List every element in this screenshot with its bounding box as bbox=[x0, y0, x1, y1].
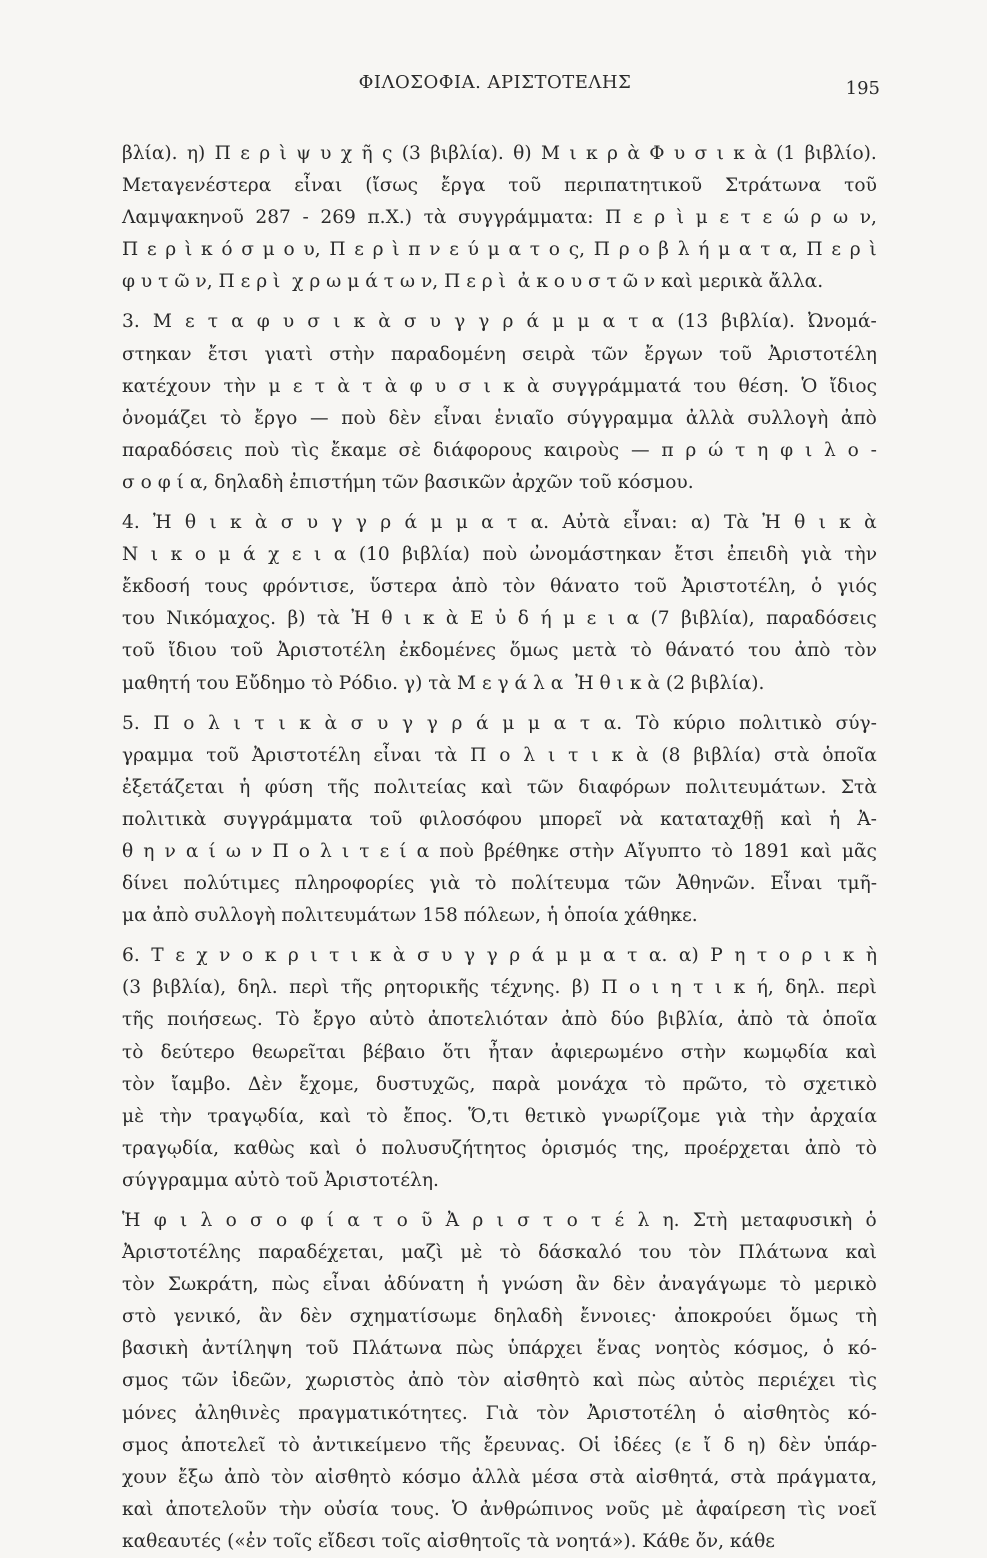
text-line: πολιτικὰ συγγράμματα τοῦ φιλοσόφου μπορεῖ νὰ καταταχθῇ καὶ ἡ Ἀ- bbox=[122, 808, 877, 830]
text-line: παραδόσεις ποὺ τὶς ἔκαμε σὲ διάφορους καιροὺς — π ρ ώ τ η φ ι λ ο - bbox=[122, 439, 877, 461]
text-line: καὶ ἀποτελοῦν τὴν οὐσία τους. Ὁ ἀνθρώπινος νοῦς μὲ ἀφαίρεση τὶς νοεῖ bbox=[122, 1498, 877, 1520]
text-line: τραγῳδία, καθὼς καὶ ὁ πολυσυζήτητος ὁρισμός της, προέρχεται ἀπὸ τὸ bbox=[122, 1137, 877, 1159]
paragraph bbox=[122, 1205, 877, 1558]
text-line: θ η ν α ί ω ν Π ο λ ι τ ε ί α ποὺ βρέθηκε στὴν Αἴγυπτο τὸ 1891 καὶ μᾶς bbox=[122, 840, 877, 862]
text-line: ὀνομάζει τὸ ἔργο — ποὺ δὲν εἶναι ἑνιαῖο σύγγραμμα ἀλλὰ συλλογὴ ἀπὸ bbox=[122, 407, 877, 429]
text-line: ἔκδοσή τους φρόντισε, ὕστερα ἀπὸ τὸν θάνατο τοῦ Ἀριστοτέλη, ὁ γιός bbox=[122, 576, 877, 598]
paragraph bbox=[122, 138, 877, 298]
paragraph-gap bbox=[122, 298, 877, 306]
text-line: στὸ γενικό, ἂν δὲν σχηματίσωμε δηλαδὴ ἔννοιες· ἀποκρούει ὅμως τὴ bbox=[122, 1306, 877, 1328]
text-line: μα ἀπὸ συλλογὴ πολιτευμάτων 158 πόλεων, ἡ ὁποία χάθηκε. bbox=[122, 905, 698, 927]
text-line: Ἀριστοτέλης παραδέχεται, μαζὶ μὲ τὸ δάσκαλό του τὸν Πλάτωνα καὶ bbox=[122, 1242, 877, 1264]
text-line: σμος τῶν ἰδεῶν, χωριστὸς ἀπὸ τὸν αἰσθητὸ καὶ πὼς αὐτὸς περιέχει τὶς bbox=[122, 1370, 877, 1392]
text-line: τὸν ἴαμβο. Δὲν ἔχομε, δυστυχῶς, παρὰ μονάχα τὸ πρῶτο, τὸ σχετικὸ bbox=[122, 1073, 877, 1095]
page-number: 195 bbox=[845, 78, 880, 99]
text-line: μόνες ἀληθινὲς πραγματικότητες. Γιὰ τὸν Ἀριστοτέλη ὁ αἰσθητὸς κό- bbox=[122, 1402, 877, 1424]
text-line: Π ε ρ ὶ κ ό σ μ ο υ, Π ε ρ ὶ π ν ε ύ μ α τ ο ς, Π ρ ο β λ ή μ α τ α, Π ε ρ ὶ bbox=[122, 239, 877, 261]
text-line: βλία). η) Π ε ρ ὶ ψ υ χ ῆ ς (3 βιβλία). θ) Μ ι κ ρ ὰ Φ υ σ ι κ ὰ (1 βιβλίο). bbox=[122, 143, 877, 164]
page-header bbox=[110, 72, 880, 102]
text-line: 4. Ἠ θ ι κ ὰ σ υ γ γ ρ ά μ μ α τ α. Αὐτὰ εἶναι: α) Τὰ Ἠ θ ι κ ὰ bbox=[122, 512, 877, 534]
text-line: σύγγραμμα αὐτὸ τοῦ Ἀριστοτέλη. bbox=[122, 1169, 439, 1191]
running-title: ΦΙΛΟΣΟΦΙΑ. ΑΡΙΣΤΟΤΕΛΗΣ bbox=[358, 72, 632, 93]
text-line: τὸ δεύτερο θεωρεῖται βέβαιο ὅτι ἦταν ἀφιερωμένο στὴν κωμῳδία καὶ bbox=[122, 1041, 877, 1063]
text-line: Λαμψακηνοῦ 287 - 269 π.Χ.) τὰ συγγράμματα: Π ε ρ ὶ μ ε τ ε ώ ρ ω ν, bbox=[122, 207, 877, 229]
paragraph bbox=[122, 306, 877, 499]
text-line: σμος ἀποτελεῖ τὸ ἀντικείμενο τῆς ἔρευνας. Οἱ ἰδέες (ε ἴ δ η) δὲν ὑπάρ- bbox=[122, 1434, 877, 1456]
paragraph-gap bbox=[122, 1197, 877, 1205]
text-line: ἐξετάζεται ἡ φύση τῆς πολιτείας καὶ τῶν διαφόρων πολιτευμάτων. Στὰ bbox=[122, 776, 877, 798]
text-line: κατέχουν τὴν μ ε τ ὰ τ ὰ φ υ σ ι κ ὰ συγγράμματά του θέση. Ὁ ἴδιος bbox=[122, 375, 877, 397]
text-line: Ν ι κ ο μ ά χ ε ι α (10 βιβλία) ποὺ ὠνομάστηκαν ἔτσι ἐπειδὴ γιὰ τὴν bbox=[122, 544, 877, 566]
text-line: 6. Τ ε χ ν ο κ ρ ι τ ι κ ὰ σ υ γ γ ρ ά μ μ α τ α. α) Ρ η τ ο ρ ι κ ὴ bbox=[122, 945, 877, 967]
text-line: φ υ τ ῶ ν, Π ε ρ ὶ χ ρ ω μ ά τ ω ν, Π ε ρ ὶ ἀ κ ο υ σ τ ῶ ν καὶ μερικὰ ἄλλα. bbox=[122, 271, 824, 293]
text-line: τὸν Σωκράτη, πὼς εἶναι ἀδύνατη ἡ γνώση ἂν δὲν ἀναγάγωμε τὸ μερικὸ bbox=[122, 1274, 877, 1296]
text-line: 3. Μ ε τ α φ υ σ ι κ ὰ σ υ γ γ ρ ά μ μ α τ α (13 βιβλία). Ὠνομά- bbox=[122, 311, 877, 333]
paragraph-gap bbox=[122, 499, 877, 507]
text-line: στηκαν ἔτσι γιατὶ στὴν παραδομένη σειρὰ τῶν ἔργων τοῦ Ἀριστοτέλη bbox=[122, 343, 877, 365]
paragraph bbox=[122, 708, 877, 933]
text-line: Μεταγενέστερα εἶναι (ἴσως ἔργα τοῦ περιπατητικοῦ Στράτωνα τοῦ bbox=[122, 175, 877, 197]
text-line: καθεαυτές («ἐν τοῖς εἴδεσι τοῖς αἰσθητοῖς τὰ νοητά»). Κάθε ὄν, κάθε bbox=[122, 1530, 775, 1552]
text-line: βασικὴ ἀντίληψη τοῦ Πλάτωνα πὼς ὑπάρχει ἕνας νοητὸς κόσμος, ὁ κό- bbox=[122, 1338, 877, 1360]
paragraph bbox=[122, 940, 877, 1197]
text-line: μὲ τὴν τραγῳδία, καὶ τὸ ἔπος. Ὅ,τι θετικὸ γνωρίζομε γιὰ τὴν ἀρχαία bbox=[122, 1105, 877, 1127]
text-line: δίνει πολύτιμες πληροφορίες γιὰ τὸ πολίτευμα τῶν Ἀθηνῶν. Εἶναι τμῆ- bbox=[122, 873, 877, 895]
paragraph bbox=[122, 507, 877, 700]
text-line: σ ο φ ί α, δηλαδὴ ἐπιστήμη τῶν βασικῶν ἀρχῶν τοῦ κόσμου. bbox=[122, 471, 694, 493]
text-line: (3 βιβλία), δηλ. περὶ τῆς ρητορικῆς τέχνης. β) Π ο ι η τ ι κ ή, δηλ. περὶ bbox=[122, 977, 877, 999]
text-line: Ἡ φ ι λ ο σ ο φ ί α τ ο ῦ Ἀ ρ ι σ τ ο τ έ λ η. Στὴ μεταφυσικὴ ὁ bbox=[122, 1210, 877, 1231]
text-line: 5. Π ο λ ι τ ι κ ὰ σ υ γ γ ρ ά μ μ α τ α. Τὸ κύριο πολιτικὸ σύγ- bbox=[122, 712, 877, 734]
text-line: γραμμα τοῦ Ἀριστοτέλη εἶναι τὰ Π ο λ ι τ ι κ ὰ (8 βιβλία) στὰ ὁποῖα bbox=[122, 744, 877, 766]
text-line: μαθητή του Εὔδημο τὸ Ρόδιο. γ) τὰ Μ ε γ ά λ α Ἠ θ ι κ ὰ (2 βιβλία). bbox=[122, 672, 765, 694]
text-line: τοῦ ἴδιου τοῦ Ἀριστοτέλη ἐκδομένες ὅμως μετὰ τὸ θάνατό του ἀπὸ τὸν bbox=[122, 640, 877, 662]
paragraph-gap bbox=[122, 700, 877, 708]
text-line: του Νικόμαχος. β) τὰ Ἠ θ ι κ ὰ Ε ὐ δ ή μ ε ι α (7 βιβλία), παραδόσεις bbox=[122, 608, 877, 630]
text-line: χουν ἔξω ἀπὸ τὸν αἰσθητὸ κόσμο ἀλλὰ μέσα στὰ αἰσθητά, στὰ πράγματα, bbox=[122, 1466, 877, 1488]
body-text bbox=[122, 138, 877, 1558]
text-line: τῆς ποιήσεως. Τὸ ἔργο αὐτὸ ἀποτελιόταν ἀπὸ δύο βιβλία, ἀπὸ τὰ ὁποῖα bbox=[122, 1009, 877, 1031]
paragraph-gap bbox=[122, 932, 877, 940]
